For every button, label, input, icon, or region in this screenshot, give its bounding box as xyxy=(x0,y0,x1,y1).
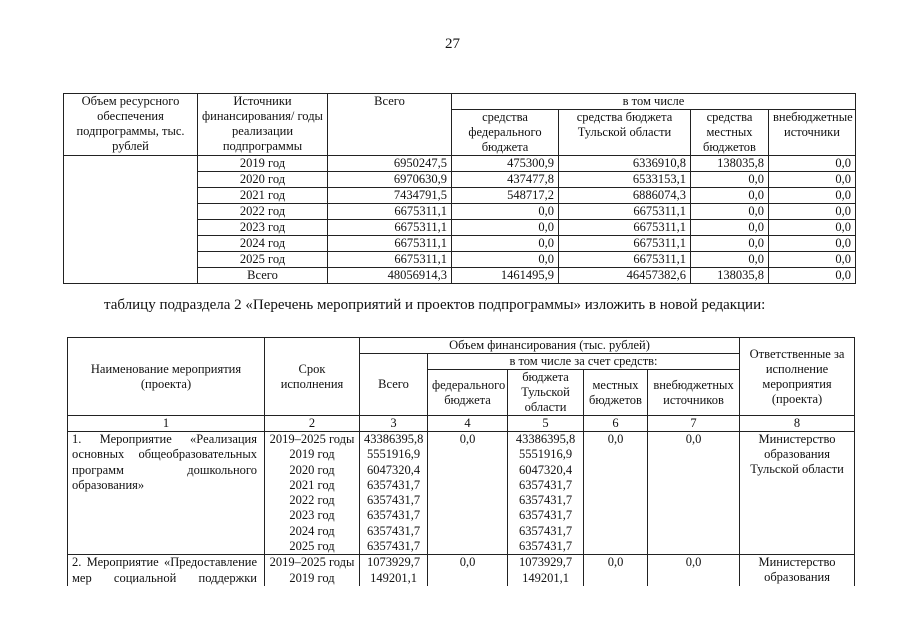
header-total: Всего xyxy=(328,94,452,156)
measures-table xyxy=(67,337,855,586)
header-extrabudget: внебюджетных источников xyxy=(648,370,740,416)
header-total: Всего xyxy=(360,354,428,416)
measure-regional: 43386395,8 5551916,9 6047320,4 6357431,7 6357431,7 6357431,7 6357431,7 6357431,7 xyxy=(508,432,584,555)
header-responsible: Ответственные за исполнение мероприятия (проекта) xyxy=(740,338,855,416)
table-row: 2022 год 6675311,1 0,0 6675311,1 0,0 0,0 xyxy=(64,204,856,220)
header-measure-name: Наименование мероприятия (проекта) xyxy=(68,338,265,416)
table-row xyxy=(68,555,855,586)
measure-responsible: Министерство образования Тульской области xyxy=(740,432,855,555)
measure-federal: 0,0 xyxy=(428,555,508,586)
header-extrabudget: внебюджетные источники xyxy=(769,110,856,156)
measure-name: 1. Мероприятие «Реализация основных общеобразовательных программ дошкольного образования» xyxy=(68,432,265,555)
header-financing-volume: Объем финансирования (тыс. рублей) xyxy=(360,338,740,354)
measure-totals: 1073929,7 149201,1 xyxy=(360,555,428,586)
header-regional: средства бюджета Тульской области xyxy=(559,110,691,156)
header-including-sources: в том числе за счет средств: xyxy=(428,354,740,370)
measure-local: 0,0 xyxy=(584,555,648,586)
table-row: 2023 год 6675311,1 0,0 6675311,1 0,0 0,0 xyxy=(64,220,856,236)
header-including: в том числе xyxy=(452,94,856,110)
table-row xyxy=(68,432,855,555)
header-resource-volume: Объем ресурсного обеспечения подпрограммы, тыс. рублей xyxy=(64,94,198,156)
table-row: 2021 год 7434791,5 548717,2 6886074,3 0,0 0,0 xyxy=(64,188,856,204)
column-numbers-row: 1 2 3 4 5 6 7 8 xyxy=(68,416,855,432)
header-local: местных бюджетов xyxy=(584,370,648,416)
table-row: 2020 год 6970630,9 437477,8 6533153,1 0,0 0,0 xyxy=(64,172,856,188)
measure-federal: 0,0 xyxy=(428,432,508,555)
measure-regional: 1073929,7 149201,1 xyxy=(508,555,584,586)
header-federal: федерального бюджета xyxy=(428,370,508,416)
measure-terms: 2019–2025 годы 2019 год 2020 год 2021 год 2022 год 2023 год 2024 год 2025 год xyxy=(265,432,360,555)
table-row-total: Всего 48056914,3 1461495,9 46457382,6 138035,8 0,0 xyxy=(64,268,856,284)
measure-totals: 43386395,8 5551916,9 6047320,4 6357431,7 6357431,7 6357431,7 6357431,7 6357431,7 xyxy=(360,432,428,555)
header-regional: бюджета Тульской области xyxy=(508,370,584,416)
header-term: Срок исполнения xyxy=(265,338,360,416)
header-federal: средства федерального бюджета xyxy=(452,110,559,156)
header-local: средства местных бюджетов xyxy=(691,110,769,156)
resource-table xyxy=(63,93,856,284)
measure-extrabudget: 0,0 xyxy=(648,555,740,586)
page-number: 27 xyxy=(445,36,460,52)
table-row: 2019 год 6950247,5 475300,9 6336910,8 138035,8 0,0 xyxy=(64,156,856,172)
table-row: 2025 год 6675311,1 0,0 6675311,1 0,0 0,0 xyxy=(64,252,856,268)
measure-extrabudget: 0,0 xyxy=(648,432,740,555)
header-sources: Источники финансирования/ годы реализации подпрограммы xyxy=(198,94,328,156)
measure-local: 0,0 xyxy=(584,432,648,555)
measure-name: 2. Мероприятие «Предоставление мер социальной поддержки xyxy=(68,555,265,586)
measure-responsible: Министерство образования xyxy=(740,555,855,586)
measure-terms: 2019–2025 годы 2019 год xyxy=(265,555,360,586)
amendment-sentence: таблицу подраздела 2 «Перечень мероприятий и проектов подпрограммы» изложить в новой редакции: xyxy=(104,297,766,313)
table-row: 2024 год 6675311,1 0,0 6675311,1 0,0 0,0 xyxy=(64,236,856,252)
